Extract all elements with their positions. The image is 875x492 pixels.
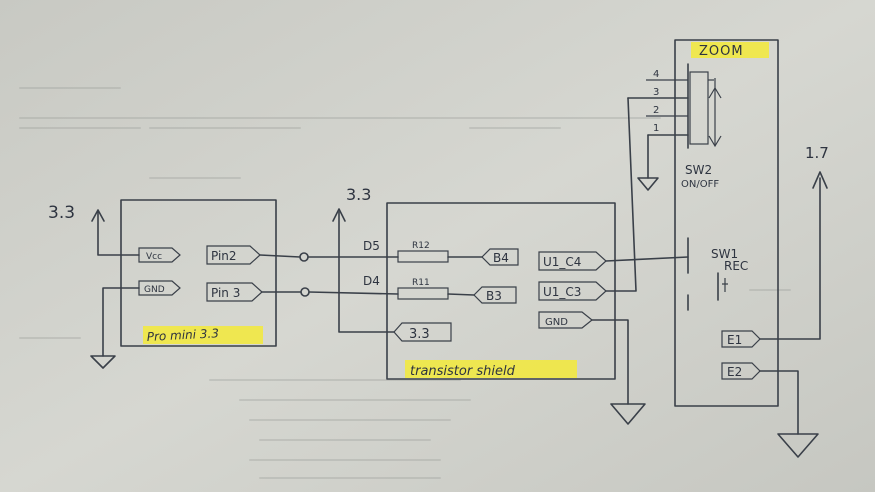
u1-c4-port-label: U1_C4 [543, 255, 582, 269]
d4-net-label: D4 [363, 274, 380, 288]
e1-port-label: E1 [727, 333, 743, 347]
e2-port-label: E2 [727, 365, 743, 379]
shield-supply-tag-label: 3.3 [409, 327, 430, 342]
shield-gnd-port-label: GND [545, 317, 568, 328]
sw2-description: ON/OFF [681, 179, 720, 190]
sw2-pin-2: 2 [653, 105, 660, 116]
sw2-pin-3: 3 [653, 87, 660, 98]
vcc-port-label: Vcc [146, 252, 163, 262]
b3-port-label: B3 [486, 289, 502, 303]
r11-label: R11 [412, 278, 430, 288]
transistor-shield-label: transistor shield [410, 364, 515, 379]
d5-net-label: D5 [363, 239, 380, 253]
pro-mini-supply-label: 3.3 [48, 203, 76, 223]
gnd-port-label: GND [144, 285, 165, 295]
r12-label: R12 [412, 241, 430, 251]
sw2-pin-4: 4 [653, 69, 660, 80]
sw2-name: SW2 [685, 163, 713, 177]
shield-supply-label: 3.3 [346, 185, 372, 204]
pin3-port-label: Pin 3 [211, 286, 241, 300]
sw2-pin-1: 1 [653, 123, 660, 134]
r11-to-b3-wire [448, 294, 474, 295]
sw1-description: REC [724, 259, 749, 273]
zoom-label: ZOOM [699, 44, 744, 59]
b4-port-label: B4 [493, 251, 509, 265]
u1-c3-port-label: U1_C3 [543, 285, 582, 299]
sw1-name: SW1 [711, 247, 739, 261]
zoom-supply-label: 1.7 [805, 144, 829, 162]
pro-mini-label: Pro mini 3.3 [146, 326, 220, 344]
pin2-port-label: Pin2 [211, 249, 237, 263]
